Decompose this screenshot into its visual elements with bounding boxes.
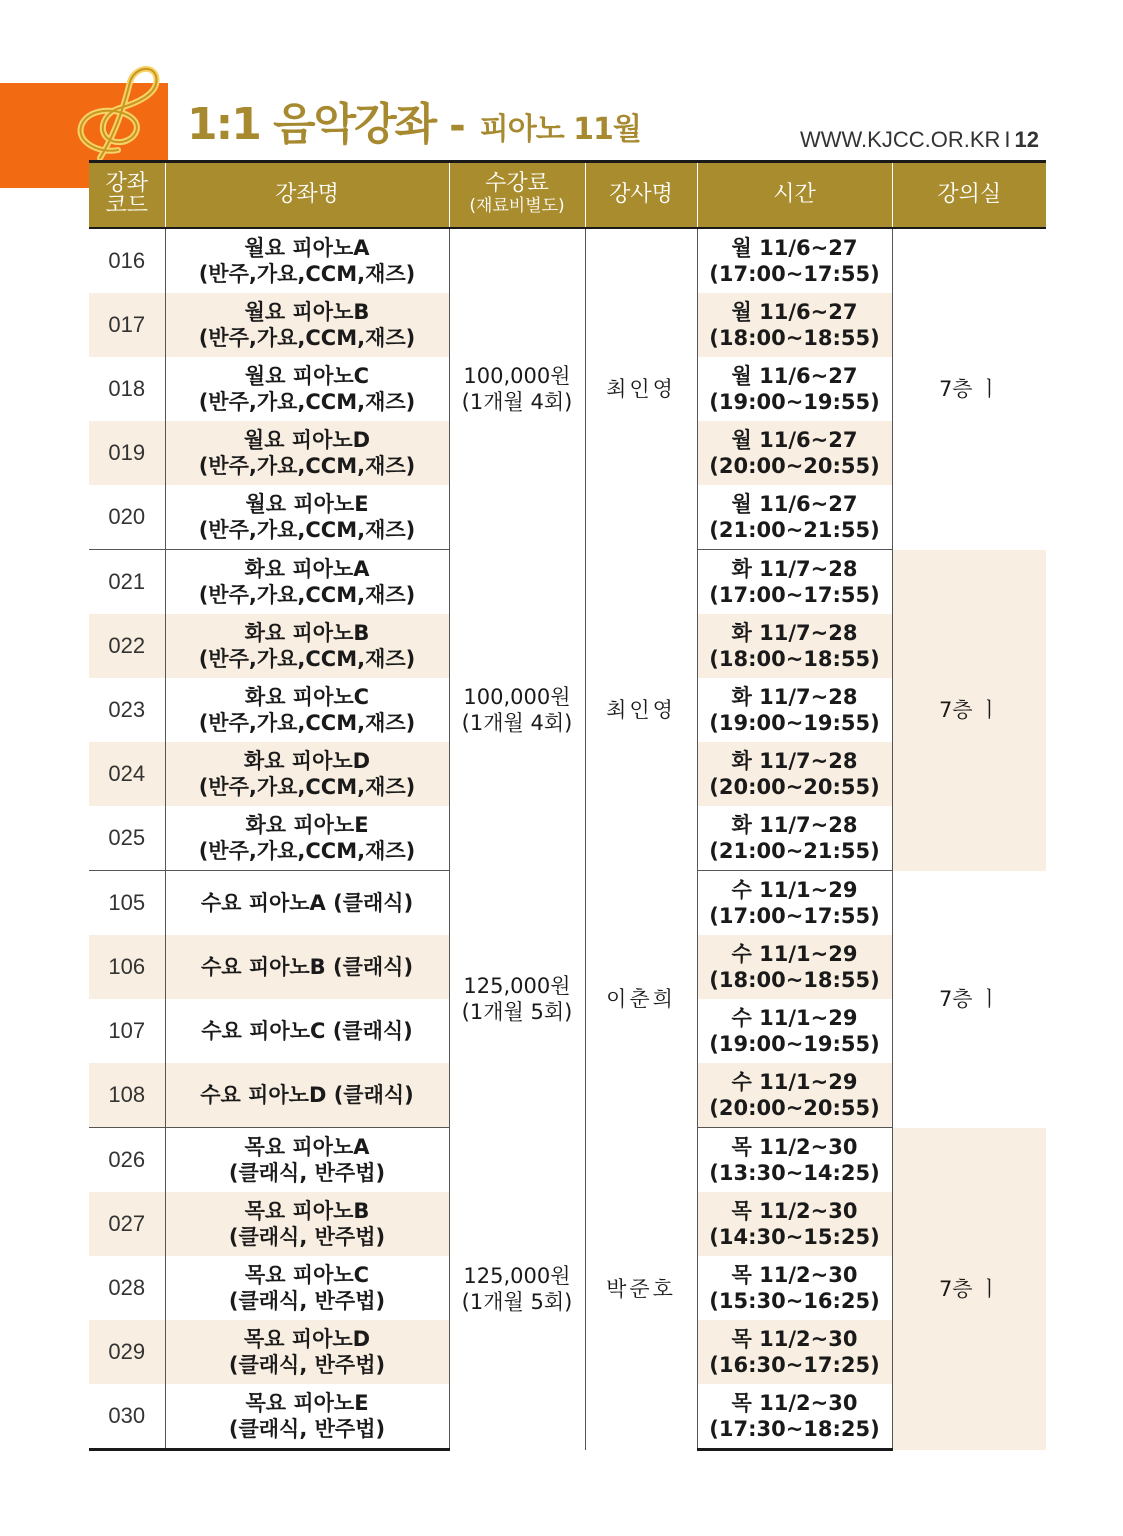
course-name-line: (반주,가요,CCM,재즈) bbox=[198, 583, 416, 607]
course-name-line: (반주,가요,CCM,재즈) bbox=[198, 454, 416, 478]
course-code bbox=[89, 1256, 165, 1320]
course-name-line: 목요 피아노B bbox=[244, 1199, 370, 1223]
course-time bbox=[697, 1256, 892, 1320]
course-code bbox=[89, 871, 165, 936]
course-time-line: (19:00~19:55) bbox=[709, 1032, 880, 1056]
course-time-line: 화 11/7~28 bbox=[731, 557, 858, 581]
course-time-line: (13:30~14:25) bbox=[709, 1161, 880, 1185]
course-code-line: 108 bbox=[108, 1082, 146, 1107]
course-time-line: (17:30~18:25) bbox=[709, 1417, 880, 1441]
course-code bbox=[89, 1063, 165, 1128]
course-schedule-table bbox=[89, 160, 1046, 1451]
course-time bbox=[697, 999, 892, 1063]
course-time-line: (20:00~20:55) bbox=[709, 454, 880, 478]
course-fee bbox=[449, 871, 585, 1128]
course-name-line: (반주,가요,CCM,재즈) bbox=[198, 390, 416, 414]
course-time-line: 목 11/2~30 bbox=[731, 1391, 858, 1415]
course-time-line: 월 11/6~27 bbox=[731, 300, 858, 324]
course-fee-line: 125,000원 bbox=[463, 1263, 571, 1288]
course-name bbox=[165, 1063, 449, 1128]
course-time-line: (18:00~18:55) bbox=[709, 326, 880, 350]
course-fee-line: 125,000원 bbox=[463, 974, 571, 998]
course-name-line: 목요 피아노C bbox=[244, 1263, 370, 1287]
course-name-line: 목요 피아노E bbox=[245, 1391, 369, 1415]
page-title bbox=[187, 88, 641, 148]
course-name-line: (클래식, 반주법) bbox=[228, 1161, 386, 1185]
course-time-line: 화 11/7~28 bbox=[731, 685, 858, 709]
classroom: 7층 ㅣ bbox=[892, 228, 1046, 550]
course-name bbox=[165, 1256, 449, 1320]
title-main: 1:1 음악강좌 bbox=[187, 99, 436, 150]
course-time bbox=[697, 485, 892, 550]
header-line: 강좌명 bbox=[275, 182, 339, 207]
course-time bbox=[697, 357, 892, 421]
course-code bbox=[89, 1320, 165, 1384]
course-name-line: 화요 피아노A bbox=[244, 557, 370, 581]
site-url: WWW.KJCC.OR.KR bbox=[799, 127, 1001, 152]
course-time bbox=[697, 935, 892, 999]
course-time-line: (21:00~21:55) bbox=[709, 839, 880, 863]
instructor-name: 박준호 bbox=[585, 1128, 697, 1450]
course-name bbox=[165, 871, 449, 936]
course-fee-line: (1개월 5회) bbox=[461, 1000, 573, 1024]
course-name-line: (반주,가요,CCM,재즈) bbox=[198, 839, 416, 863]
course-time bbox=[697, 1320, 892, 1384]
course-name-line: 화요 피아노B bbox=[244, 621, 370, 645]
course-time bbox=[697, 293, 892, 357]
table-row bbox=[89, 228, 1046, 293]
course-name-line: (클래식, 반주법) bbox=[228, 1225, 386, 1249]
course-name bbox=[165, 999, 449, 1063]
course-time-line: (19:00~19:55) bbox=[709, 390, 880, 414]
header-line: (재료비별도) bbox=[469, 196, 565, 216]
course-time-line: (20:00~20:55) bbox=[709, 1096, 880, 1120]
course-time bbox=[697, 806, 892, 871]
course-name-line: (반주,가요,CCM,재즈) bbox=[198, 775, 416, 799]
page-number: 12 bbox=[1014, 127, 1039, 152]
course-name bbox=[165, 742, 449, 806]
classroom: 7층 ㅣ bbox=[892, 550, 1046, 871]
course-time-line: (14:30~15:25) bbox=[709, 1225, 880, 1249]
course-code bbox=[89, 550, 165, 615]
course-code bbox=[89, 742, 165, 806]
course-code-line: 017 bbox=[108, 312, 146, 337]
course-time-line: 수 11/1~29 bbox=[731, 1070, 858, 1094]
header-line: 코드 bbox=[105, 193, 148, 218]
instructor-name: 이춘희 bbox=[585, 871, 697, 1128]
course-name-line: (클래식, 반주법) bbox=[228, 1353, 386, 1377]
header-line: 강좌 bbox=[105, 171, 148, 196]
course-fee-line: 100,000원 bbox=[463, 685, 571, 709]
course-code-line: 024 bbox=[108, 761, 146, 786]
course-name-line: 수요 피아노D (클래식) bbox=[200, 1083, 414, 1107]
course-code bbox=[89, 935, 165, 999]
course-code bbox=[89, 485, 165, 550]
course-time-line: 월 11/6~27 bbox=[731, 364, 858, 388]
course-time-line: 목 11/2~30 bbox=[731, 1199, 858, 1223]
course-time bbox=[697, 550, 892, 615]
course-name-line: 화요 피아노C bbox=[244, 685, 370, 709]
header-line: 시간 bbox=[773, 182, 816, 207]
course-time bbox=[697, 742, 892, 806]
course-code bbox=[89, 1192, 165, 1256]
course-time-line: 목 11/2~30 bbox=[731, 1327, 858, 1351]
course-code-line: 106 bbox=[108, 954, 146, 979]
course-fee-line: (1개월 4회) bbox=[461, 711, 573, 735]
course-time-line: (17:00~17:55) bbox=[709, 583, 880, 607]
music-clef-icon bbox=[60, 62, 180, 162]
header-line: 수강료 bbox=[485, 171, 549, 196]
course-name bbox=[165, 1128, 449, 1193]
course-time-line: 목 11/2~30 bbox=[731, 1135, 858, 1159]
course-time-line: 수 11/1~29 bbox=[731, 878, 858, 902]
title-subtitle: 피아노 11월 bbox=[479, 112, 641, 147]
header-line: 강의실 bbox=[937, 182, 1002, 207]
course-name-line: 목요 피아노A bbox=[244, 1135, 370, 1159]
course-name bbox=[165, 1384, 449, 1450]
course-time-line: 수 11/1~29 bbox=[731, 1006, 858, 1030]
course-code-line: 028 bbox=[108, 1275, 146, 1300]
course-code bbox=[89, 1128, 165, 1193]
course-code-line: 107 bbox=[108, 1018, 146, 1043]
course-name-line: 목요 피아노D bbox=[243, 1327, 371, 1351]
course-code bbox=[89, 357, 165, 421]
course-name bbox=[165, 614, 449, 678]
course-name-line: 월요 피아노B bbox=[244, 300, 370, 324]
course-time-line: 화 11/7~28 bbox=[731, 621, 858, 645]
header-course-code bbox=[89, 162, 165, 229]
course-name bbox=[165, 357, 449, 421]
course-code bbox=[89, 678, 165, 742]
course-code bbox=[89, 293, 165, 357]
table-row bbox=[89, 871, 1046, 936]
course-name-line: (클래식, 반주법) bbox=[228, 1417, 386, 1441]
course-time bbox=[697, 1128, 892, 1193]
course-time-line: (18:00~18:55) bbox=[709, 968, 880, 992]
classroom: 7층 ㅣ bbox=[892, 1128, 1046, 1450]
course-time bbox=[697, 1063, 892, 1128]
course-code-line: 023 bbox=[108, 697, 146, 722]
course-time-line: (17:00~17:55) bbox=[709, 904, 880, 928]
course-code bbox=[89, 614, 165, 678]
course-time-line: 월 11/6~27 bbox=[731, 236, 858, 260]
course-code-line: 020 bbox=[108, 504, 146, 529]
course-time bbox=[697, 678, 892, 742]
course-time-line: (19:00~19:55) bbox=[709, 711, 880, 735]
course-name-line: (반주,가요,CCM,재즈) bbox=[198, 262, 416, 286]
course-fee-line: 100,000원 bbox=[463, 364, 571, 389]
classroom: 7층 ㅣ bbox=[892, 871, 1046, 1128]
course-code bbox=[89, 999, 165, 1063]
course-name-line: 수요 피아노C (클래식) bbox=[201, 1019, 413, 1043]
course-name-line: 화요 피아노E bbox=[245, 813, 369, 837]
course-code bbox=[89, 1384, 165, 1450]
course-time bbox=[697, 1384, 892, 1450]
course-time-line: 월 11/6~27 bbox=[731, 428, 858, 452]
course-name bbox=[165, 1320, 449, 1384]
course-code bbox=[89, 228, 165, 293]
course-code-line: 025 bbox=[108, 825, 146, 850]
instructor-name: 최인영 bbox=[585, 228, 697, 550]
course-time-line: 화 11/7~28 bbox=[731, 813, 858, 837]
course-time-line: (18:00~18:55) bbox=[709, 647, 880, 671]
course-name bbox=[165, 550, 449, 615]
course-name bbox=[165, 1192, 449, 1256]
course-time bbox=[697, 614, 892, 678]
site-url-line bbox=[800, 127, 1039, 153]
course-name-line: (반주,가요,CCM,재즈) bbox=[198, 647, 416, 671]
course-name-line: 월요 피아노A bbox=[244, 236, 370, 260]
header-time bbox=[697, 162, 892, 229]
course-name bbox=[165, 806, 449, 871]
course-code-line: 018 bbox=[108, 376, 146, 401]
course-code-line: 021 bbox=[108, 569, 146, 594]
course-code-line: 029 bbox=[108, 1339, 146, 1364]
course-name-line: 월요 피아노D bbox=[243, 428, 371, 452]
header-line: 강사명 bbox=[609, 182, 673, 207]
course-time bbox=[697, 421, 892, 485]
course-name-line: (클래식, 반주법) bbox=[228, 1289, 386, 1313]
course-code-line: 105 bbox=[108, 890, 146, 915]
course-time bbox=[697, 871, 892, 936]
course-name-line: (반주,가요,CCM,재즈) bbox=[198, 326, 416, 350]
course-fee bbox=[449, 550, 585, 871]
course-name-line: 월요 피아노C bbox=[244, 364, 370, 388]
course-code bbox=[89, 421, 165, 485]
header-instructor bbox=[585, 162, 697, 229]
course-name bbox=[165, 935, 449, 999]
course-code bbox=[89, 806, 165, 871]
course-code-line: 026 bbox=[108, 1147, 146, 1172]
course-name bbox=[165, 421, 449, 485]
instructor-name: 최인영 bbox=[585, 550, 697, 871]
course-time bbox=[697, 1192, 892, 1256]
header-fee bbox=[449, 162, 585, 229]
course-time-line: (15:30~16:25) bbox=[709, 1289, 880, 1313]
course-time-line: 목 11/2~30 bbox=[731, 1263, 858, 1287]
course-name bbox=[165, 485, 449, 550]
course-fee bbox=[449, 1128, 585, 1450]
course-name bbox=[165, 678, 449, 742]
course-name-line: 수요 피아노B (클래식) bbox=[200, 955, 414, 979]
course-fee bbox=[449, 228, 585, 550]
course-fee-line: (1개월 4회) bbox=[461, 390, 573, 415]
course-time-line: 화 11/7~28 bbox=[731, 749, 858, 773]
course-fee-line: (1개월 5회) bbox=[461, 1289, 573, 1314]
course-name bbox=[165, 228, 449, 293]
separator: I bbox=[1004, 127, 1011, 152]
course-name-line: 수요 피아노A (클래식) bbox=[200, 891, 414, 915]
course-name-line: 화요 피아노D bbox=[243, 749, 371, 773]
course-time-line: (20:00~20:55) bbox=[709, 775, 880, 799]
course-time-line: 월 11/6~27 bbox=[731, 492, 858, 516]
course-code-line: 019 bbox=[108, 440, 146, 465]
table-header-row bbox=[89, 162, 1046, 229]
course-time bbox=[697, 228, 892, 293]
course-name-line: (반주,가요,CCM,재즈) bbox=[198, 518, 416, 542]
course-name bbox=[165, 293, 449, 357]
table-row bbox=[89, 1128, 1046, 1193]
course-time-line: 수 11/1~29 bbox=[731, 942, 858, 966]
course-code-line: 016 bbox=[108, 248, 146, 273]
course-time-line: (17:00~17:55) bbox=[709, 262, 880, 286]
table-row bbox=[89, 550, 1046, 615]
course-time-line: (21:00~21:55) bbox=[709, 518, 880, 542]
course-code-line: 022 bbox=[108, 633, 146, 658]
header-course-name bbox=[165, 162, 449, 229]
course-code-line: 030 bbox=[108, 1403, 146, 1428]
table-body bbox=[89, 228, 1046, 1450]
course-time-line: (16:30~17:25) bbox=[709, 1353, 880, 1377]
header-room bbox=[892, 162, 1046, 229]
course-name-line: 월요 피아노E bbox=[245, 492, 369, 516]
course-code-line: 027 bbox=[108, 1211, 146, 1236]
title-dash: - bbox=[449, 103, 466, 149]
course-name-line: (반주,가요,CCM,재즈) bbox=[198, 711, 416, 735]
